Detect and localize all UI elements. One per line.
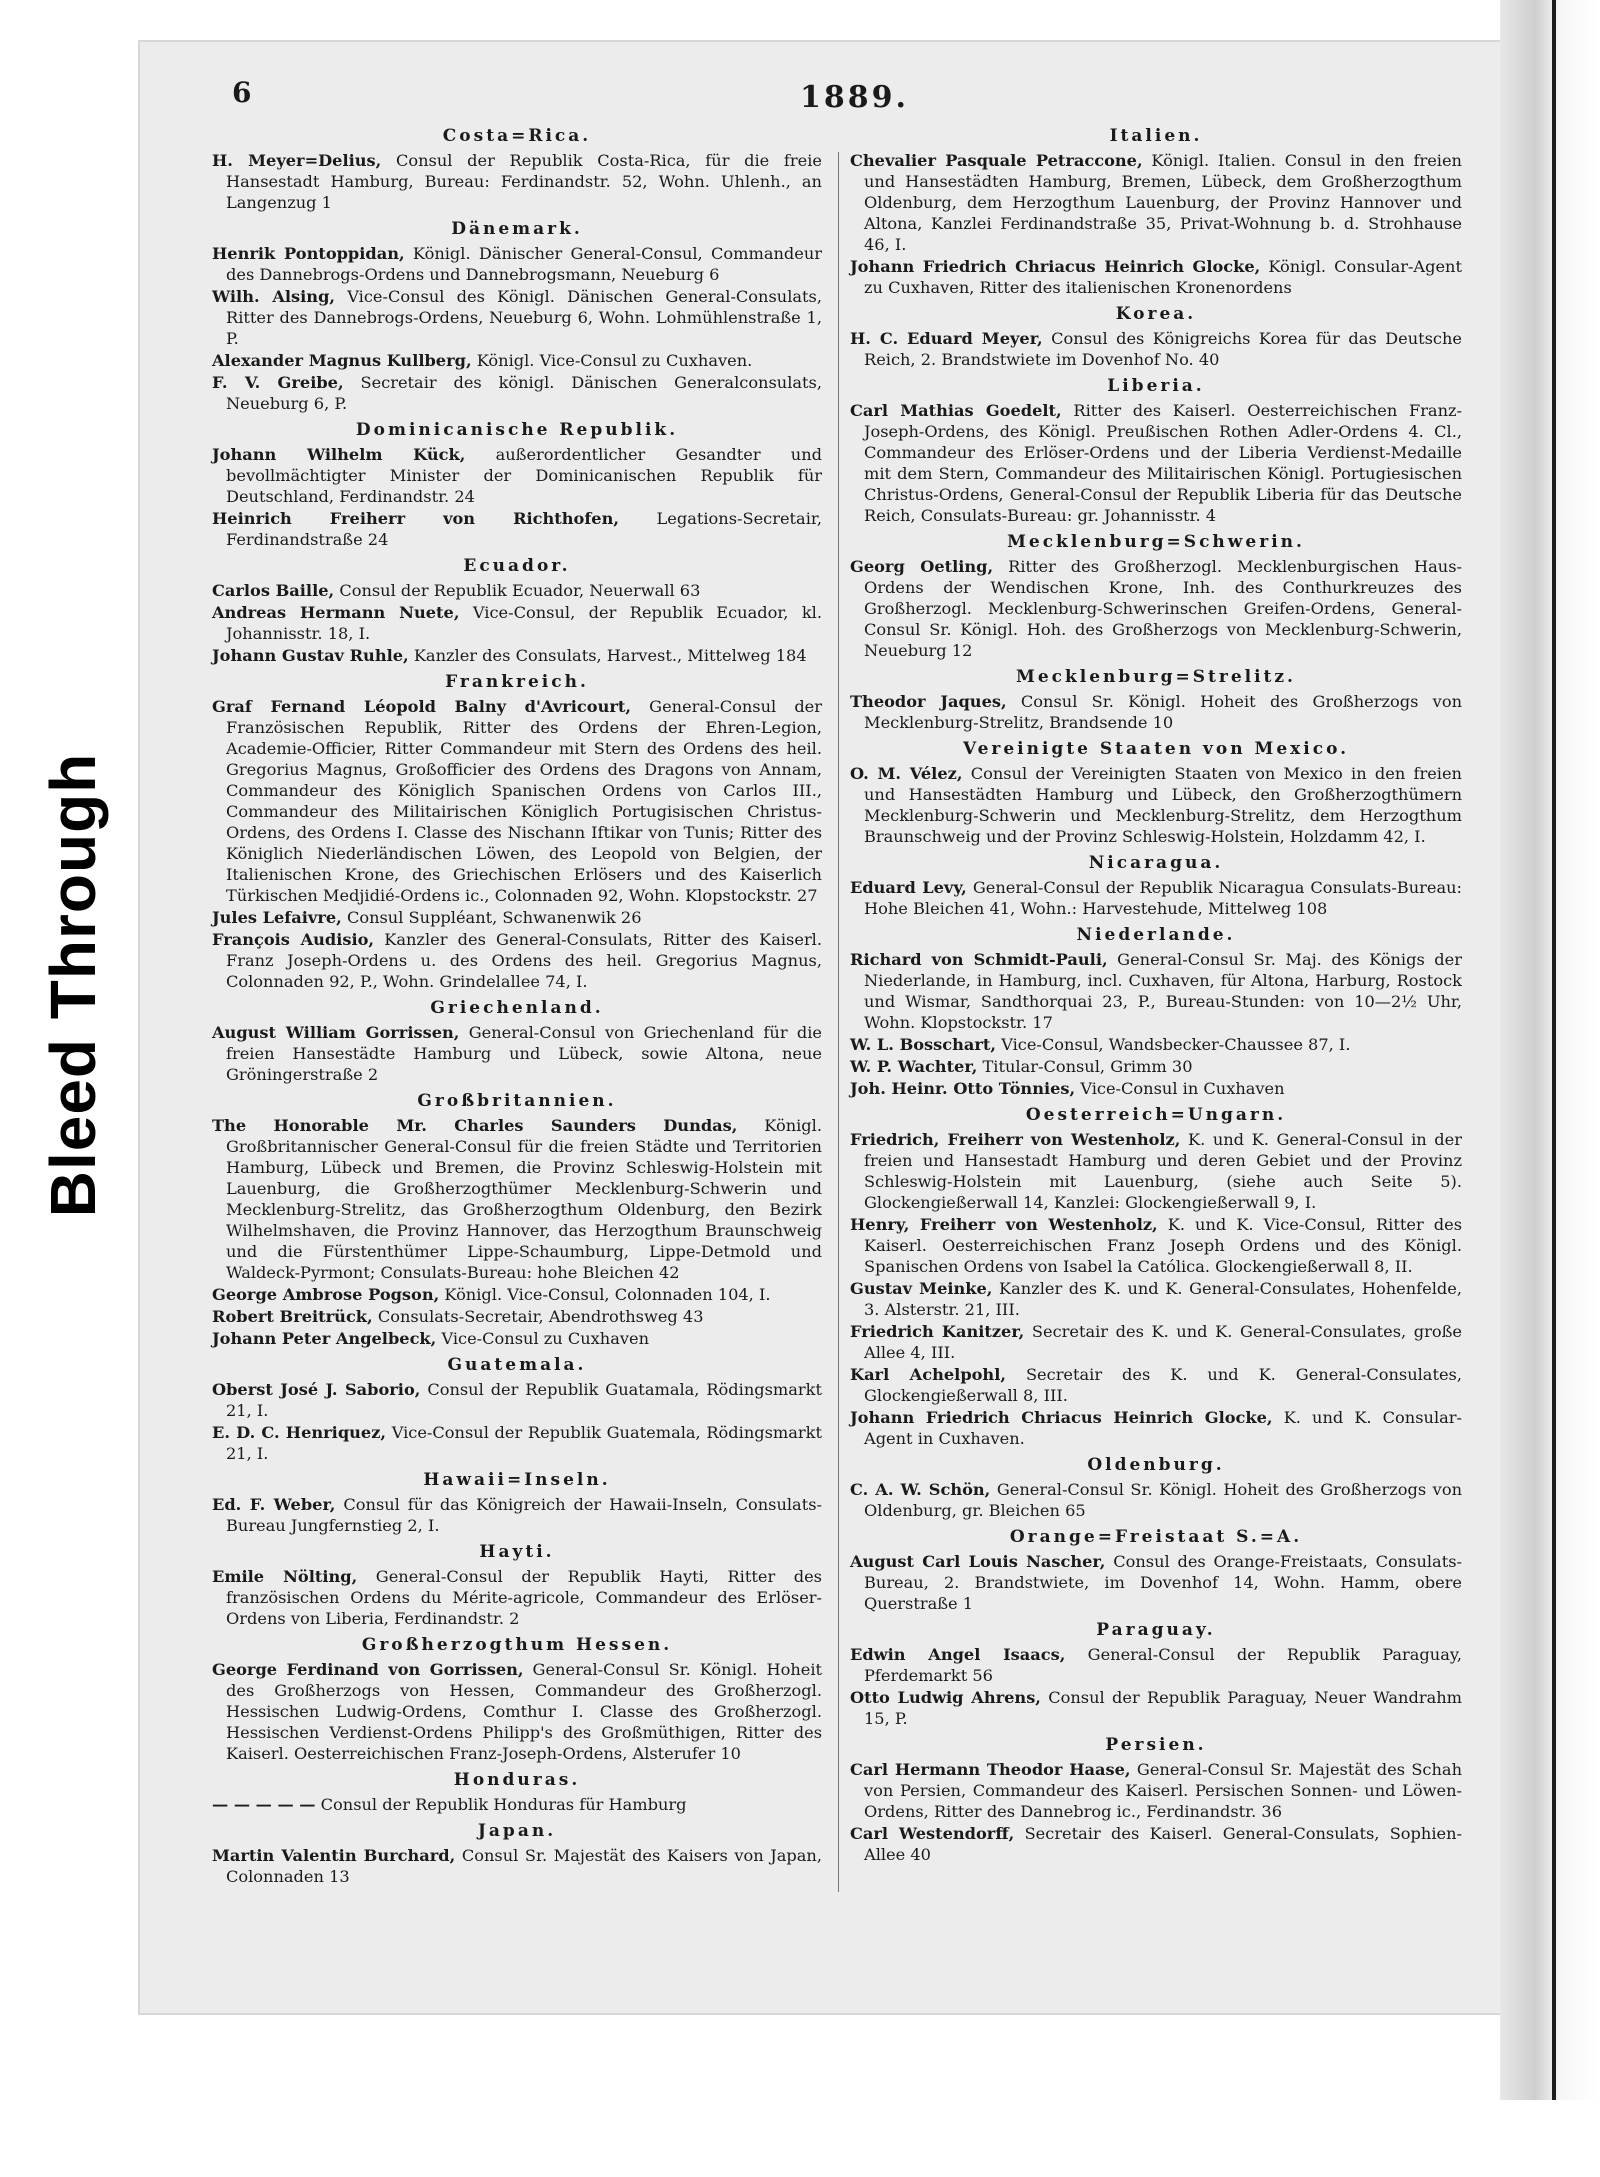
entry-text: General-Consul von Griechenland für die freien Hansestädte Hamburg und Lübeck, sowie Altona, neue Gröningerstraße 2 xyxy=(226,1023,822,1084)
section-heading: Paraguay. xyxy=(1096,1620,1216,1640)
adjacent-page-edge xyxy=(1500,0,1600,2100)
section-heading: Italien. xyxy=(1109,126,1203,146)
section-heading: Ecuador. xyxy=(463,556,571,576)
section-heading: Nicaragua. xyxy=(1088,853,1224,873)
entry-name: Carl Mathias Goedelt, xyxy=(850,401,1062,420)
entry-text: Secretair des Kaiserl. General-Consulats, Sophien-Allee 40 xyxy=(864,1824,1462,1864)
country-section xyxy=(212,1355,822,1464)
entry-name: Johann Wilhelm Kück, xyxy=(212,445,466,464)
country-section xyxy=(212,1470,822,1536)
section-heading: Großherzogthum Hessen. xyxy=(361,1635,673,1655)
page-year: 1889. xyxy=(800,80,909,115)
entry-text: General-Consul Sr. Maj. des Königs der Niederlande, in Hamburg, incl. Cuxhaven, für Altona, Harburg, Rostock und Wismar, Sandthorquai 23, P., Bureau-Stunden: von 10—2½ Uhr, Wohn. Klopstockstr. 17 xyxy=(864,950,1462,1032)
country-section xyxy=(850,376,1462,526)
consul-entry xyxy=(212,929,822,992)
entry-text: General-Consul der Französischen Republik, Ritter des Ordens der Ehren-Legion, Academie-Officier, Ritter Commandeur mit Stern des Ordens des heil. Gregorius Magnus, Großofficier des Ordens des Dragons von Annam, Commandeur des Königlich Spanischen Ordens von Carlos III., Commandeur des Militairischen Königlich Portugisischen Christus-Ordens, des Ordens I. Classe des Nischann Iftikar von Tunis; Ritter des Königlich Niederländischen Löwen, des Leopold von Belgien, der Italienischen Krone, des Griechischen Erlösers und des Kaiserlich Türkischen Medjidié-Ordens ic., Colonnaden 92, Wohn. Klopstockstr. 27 xyxy=(226,697,822,905)
entry-text: Consul der Republik Guatamala, Rödingsmarkt 21, I. xyxy=(226,1380,822,1420)
country-section xyxy=(850,1735,1462,1865)
entry-text: Consul Sr. Königl. Hoheit des Großherzogs von Mecklenburg-Strelitz, Brandsende 10 xyxy=(864,692,1462,732)
entry-text: Consulats-Secretair, Abendrothsweg 43 xyxy=(377,1307,704,1326)
entry-text: Vice-Consul, der Republik Ecuador, kl. Johannisstr. 18, I. xyxy=(226,603,822,643)
entry-text: General-Consul Sr. Majestät des Schah von Persien, Commandeur des Kaiserl. Persischen Sonnen- und Löwen-Ordens, Ritter des Dannebrog ic., Ferdinandstr. 36 xyxy=(864,1760,1462,1821)
consul-entry xyxy=(212,1494,822,1536)
entry-name: O. M. Vélez, xyxy=(850,764,963,783)
country-section xyxy=(212,420,822,550)
entry-name: The Honorable Mr. Charles Saunders Dundas, xyxy=(212,1116,738,1135)
consul-entry xyxy=(850,556,1462,661)
section-heading: Korea. xyxy=(1115,304,1197,324)
bleed-through-label-text: Bleed Through xyxy=(37,752,109,1218)
entry-text: General-Consul Sr. Königl. Hoheit des Großherzogs von Hessen, Commandeur des Großherzogl. Hessischen Ludwig-Ordens, Comthur I. Classe des Großherzogl. Hessischen Verdienst-Ordens Philipp's des Großmüthigen, Ritter des Kaiserl. Oesterreichischen Franz-Joseph-Ordens, Alsterufer 10 xyxy=(226,1660,823,1763)
consul-entry xyxy=(850,1551,1462,1614)
entry-text: Königl. Italien. Consul in den freien und Hansestädten Hamburg, Bremen, Lübeck, dem Großherzogthum Oldenburg, dem Herzogthum Lauenburg, der Provinz Hannover und Altona, Kanzlei Ferdinandstraße 35, Privat-Wohnung b. d. Strohhause 46, I. xyxy=(864,151,1462,254)
section-heading: Frankreich. xyxy=(445,672,589,692)
consul-entry xyxy=(212,907,822,928)
country-section xyxy=(212,1770,822,1815)
entry-text: Ritter des Kaiserl. Oesterreichischen Franz-Joseph-Ordens, des Königl. Preußischen Rothen Adler-Ordens 4. Cl., Commandeur des Erlöser-Ordens und der Liberia Verdienst-Medaille mit dem Stern, Commandeur des Militairischen Königl. Portugiesischen Christus-Ordens, General-Consul der Republik Liberia für das Deutsche Reich, Consulats-Bureau: gr. Johannisstr. 4 xyxy=(864,401,1463,525)
entry-name: August Carl Louis Nascher, xyxy=(850,1552,1106,1571)
consul-entry xyxy=(212,372,822,414)
entry-name: Wilh. Alsing, xyxy=(212,287,336,306)
consul-entry xyxy=(850,150,1462,255)
consul-entry xyxy=(850,1278,1462,1320)
consul-entry xyxy=(850,256,1462,298)
entry-name: August William Gorrissen, xyxy=(212,1023,460,1042)
consul-entry xyxy=(212,1115,822,1283)
entry-name: Martin Valentin Burchard, xyxy=(212,1846,456,1865)
country-section xyxy=(212,1542,822,1629)
consul-entry xyxy=(212,1306,822,1327)
entry-name: Otto Ludwig Ahrens, xyxy=(850,1688,1041,1707)
entry-name: Ed. F. Weber, xyxy=(212,1495,336,1514)
consul-entry xyxy=(212,1845,822,1887)
entry-text: Kanzler des K. und K. General-Consulates, Hohenfelde, 3. Alsterstr. 21, III. xyxy=(864,1279,1462,1319)
consul-entry xyxy=(212,243,822,285)
entry-text: Consul des Orange-Freistaats, Consulats-Bureau, 2. Brandstwiete, im Dovenhof 14, Wohn. Hamm, obere Querstraße 1 xyxy=(864,1552,1462,1613)
left-column xyxy=(212,120,822,1888)
consul-entry xyxy=(212,1379,822,1421)
entry-text: Consul der Republik Honduras für Hamburg xyxy=(320,1795,687,1814)
consul-entry xyxy=(212,645,822,666)
entry-name: H. C. Eduard Meyer, xyxy=(850,329,1043,348)
entry-name: Robert Breitrück, xyxy=(212,1307,373,1326)
section-heading: Hayti. xyxy=(479,1542,555,1562)
entry-name: Gustav Meinke, xyxy=(850,1279,993,1298)
consul-entry xyxy=(212,696,822,906)
entry-name: Richard von Schmidt-Pauli, xyxy=(850,950,1108,969)
consul-entry xyxy=(212,1022,822,1085)
entry-text: Consul Sr. Majestät des Kaisers von Japan, Colonnaden 13 xyxy=(226,1846,822,1886)
entry-name: Emile Nölting, xyxy=(212,1567,358,1586)
entry-text: Königl. Vice-Consul, Colonnaden 104, I. xyxy=(444,1285,771,1304)
consul-entry xyxy=(850,1644,1462,1686)
section-heading: Niederlande. xyxy=(1076,925,1236,945)
country-section xyxy=(212,1635,822,1764)
entry-name: Chevalier Pasquale Petraccone, xyxy=(850,151,1143,170)
section-heading: Hawaii=Inseln. xyxy=(423,1470,611,1490)
entry-name: François Audisio, xyxy=(212,930,375,949)
country-section xyxy=(212,556,822,666)
consul-entry xyxy=(212,602,822,644)
entry-text: Königl. Consular-Agent zu Cuxhaven, Ritter des italienischen Kronenordens xyxy=(864,257,1462,297)
entry-text: Vice-Consul der Republik Guatemala, Rödingsmarkt 21, I. xyxy=(226,1423,822,1463)
entry-text: Consul der Republik Costa-Rica, für die freie Hansestadt Hamburg, Bureau: Ferdinandstr. 52, Wohn. Uhlenh., an Langenzug 1 xyxy=(226,151,822,212)
section-heading: Griechenland. xyxy=(430,998,604,1018)
entry-text: Kanzler des General-Consulats, Ritter des Kaiserl. Franz Joseph-Ordens u. des Ordens des heil. Gregorius Magnus, Colonnaden 92, P., Wohn. Grindelallee 74, I. xyxy=(226,930,823,991)
entry-name: Johann Friedrich Chriacus Heinrich Glocke, xyxy=(850,257,1261,276)
bleed-through-label xyxy=(28,745,118,1225)
consul-entry xyxy=(212,150,822,213)
entry-text: Secretair des K. und K. General-Consulates, Glockengießerwall 8, III. xyxy=(864,1365,1462,1405)
consul-entry xyxy=(212,444,822,507)
page-number: 6 xyxy=(232,76,252,109)
entry-text: K. und K. General-Consul in der freien und Hansestadt Hamburg und deren Gebiet und der Provinz Schleswig-Holstein mit Lauenburg, (siehe auch Seite 5). Glockengießerwall 14, Kanzlei: Glockengießerwall 9, I. xyxy=(864,1130,1462,1212)
entry-text: Königl. Dänischer General-Consul, Commandeur des Dannebrogs-Ordens und Dannebrogsmann, Neueburg 6 xyxy=(226,244,823,284)
consul-entry xyxy=(850,1056,1462,1077)
entry-name: Karl Achelpohl, xyxy=(850,1365,1006,1384)
consul-entry xyxy=(850,328,1462,370)
entry-name: F. V. Greibe, xyxy=(212,373,344,392)
section-heading: Großbritannien. xyxy=(417,1091,617,1111)
section-heading: Mecklenburg=Strelitz. xyxy=(1016,667,1296,687)
section-heading: Oldenburg. xyxy=(1087,1455,1225,1475)
entry-text: Vice-Consul in Cuxhaven xyxy=(1080,1079,1285,1098)
consul-entry xyxy=(850,1479,1462,1521)
entry-name: Joh. Heinr. Otto Tönnies, xyxy=(850,1079,1076,1098)
entry-name: Carl Westendorff, xyxy=(850,1824,1015,1843)
entry-name: C. A. W. Schön, xyxy=(850,1480,991,1499)
section-heading: Vereinigte Staaten von Mexico. xyxy=(962,739,1350,759)
section-heading: Japan. xyxy=(477,1821,557,1841)
section-heading: Dänemark. xyxy=(451,219,583,239)
country-section xyxy=(850,853,1462,919)
entry-name: Andreas Hermann Nuete, xyxy=(212,603,460,622)
entry-text: K. und K. Vice-Consul, Ritter des Kaiserl. Oesterreichischen Franz Joseph Ordens und des Königl. Spanischen Ordens von Isabel la Católica. Glockengießerwall 8, II. xyxy=(864,1215,1462,1276)
consul-entry xyxy=(212,580,822,601)
country-section xyxy=(850,925,1462,1099)
consul-entry xyxy=(212,1328,822,1349)
entry-text: Ritter des Großherzogl. Mecklenburgischen Haus-Ordens der Wendischen Krone, Inh. des Conthurkreuzes des Großherzogl. Mecklenburg-Schwerinschen Greifen-Ordens, General-Consul Sr. Königl. Hoh. des Großherzogs von Mecklenburg-Schwerin, Neueburg 12 xyxy=(864,557,1462,660)
consul-entry xyxy=(850,1321,1462,1363)
country-section xyxy=(850,1455,1462,1521)
country-section xyxy=(212,1821,822,1887)
country-section xyxy=(850,126,1462,298)
section-heading: Honduras. xyxy=(453,1770,581,1790)
section-heading: Liberia. xyxy=(1107,376,1205,396)
consul-entry xyxy=(850,1759,1462,1822)
section-heading: Persien. xyxy=(1105,1735,1207,1755)
entry-text: außerordentlicher Gesandter und bevollmächtigter Minister der Dominicanischen Republik für Deutschland, Ferdinandstr. 24 xyxy=(226,445,822,506)
section-heading: Dominicanische Republik. xyxy=(355,420,679,440)
consul-entry xyxy=(850,949,1462,1033)
entry-name: H. Meyer=Delius, xyxy=(212,151,382,170)
entry-name: Johann Gustav Ruhle, xyxy=(212,646,409,665)
consul-entry xyxy=(212,1794,822,1815)
entry-text: Consul der Vereinigten Staaten von Mexico in den freien und Hansestädten Hamburg und Lübeck, den Großherzogthümern Mecklenburg-Schwerin und Mecklenburg-Strelitz, dem Herzogthum Braunschweig und der Provinz Schleswig-Holstein, Holzdamm 42, I. xyxy=(864,764,1462,846)
entry-text: Königl. Großbritannischer General-Consul für die freien Städte und Territorien Hamburg, Lübeck und Bremen, die Provinz Schleswig-Holstein mit Lauenburg, die Großherzogthümer Mecklenburg-Schwerin und Mecklenburg-Strelitz, das Großherzogthum Oldenburg, den Bezirk Wilhelmshaven, die Provinz Hannover, das Herzogthum Braunschweig und die Fürstenthümer Lippe-Schaumburg, Lippe-Detmold und Waldeck-Pyrmont; Consulats-Bureau: hohe Bleichen 42 xyxy=(226,1116,822,1282)
entry-name: Henry, Freiherr von Westenholz, xyxy=(850,1215,1158,1234)
entry-text: Secretair des K. und K. General-Consulates, große Allee 4, III. xyxy=(864,1322,1462,1362)
entry-text: General-Consul der Republik Nicaragua Consulats-Bureau: Hohe Bleichen 41, Wohn.: Harvestehude, Mittelweg 108 xyxy=(864,878,1462,918)
section-heading: Orange=Freistaat S.=A. xyxy=(1009,1527,1303,1547)
entry-text: Legations-Secretair, Ferdinandstraße 24 xyxy=(226,509,822,549)
consul-entry xyxy=(212,1422,822,1464)
consul-entry xyxy=(212,1659,822,1764)
consul-entry xyxy=(850,763,1462,847)
consul-entry xyxy=(850,877,1462,919)
entry-name: Henrik Pontoppidan, xyxy=(212,244,405,263)
entry-text: Consul der Republik Ecuador, Neuerwall 63 xyxy=(339,581,701,600)
consul-entry xyxy=(850,400,1462,526)
country-section xyxy=(212,126,822,213)
consul-entry xyxy=(850,1214,1462,1277)
entry-text: Vice-Consul des Königl. Dänischen General-Consulats, Ritter des Dannebrogs-Ordens, Neueburg 6, Wohn. Lohmühlenstraße 1, P. xyxy=(226,287,822,348)
entry-name: Friedrich Kanitzer, xyxy=(850,1322,1025,1341)
consul-entry xyxy=(850,1034,1462,1055)
entry-text: General-Consul Sr. Königl. Hoheit des Großherzogs von Oldenburg, gr. Bleichen 65 xyxy=(864,1480,1462,1520)
section-heading: Oesterreich=Ungarn. xyxy=(1025,1105,1287,1125)
entry-name: E. D. C. Henriquez, xyxy=(212,1423,387,1442)
country-section xyxy=(850,739,1462,847)
country-section xyxy=(212,1091,822,1349)
entry-name: Oberst José J. Saborio, xyxy=(212,1380,421,1399)
consul-entry xyxy=(850,691,1462,733)
consul-entry xyxy=(850,1364,1462,1406)
consul-entry xyxy=(850,1129,1462,1213)
entry-name: George Ferdinand von Gorrissen, xyxy=(212,1660,524,1679)
consul-entry xyxy=(850,1823,1462,1865)
entry-name: W. P. Wachter, xyxy=(850,1057,978,1076)
section-heading: Costa=Rica. xyxy=(442,126,592,146)
consul-entry xyxy=(212,508,822,550)
consul-entry xyxy=(212,286,822,349)
entry-text: Kanzler des Consulats, Harvest., Mittelweg 184 xyxy=(413,646,807,665)
consul-entry xyxy=(850,1078,1462,1099)
entry-name: W. L. Bosschart, xyxy=(850,1035,997,1054)
entry-name: Alexander Magnus Kullberg, xyxy=(212,351,472,370)
entry-text: K. und K. Consular-Agent in Cuxhaven. xyxy=(864,1408,1462,1448)
country-section xyxy=(850,1527,1462,1614)
consul-entry xyxy=(850,1407,1462,1449)
consul-entry xyxy=(212,1284,822,1305)
entry-name: Johann Friedrich Chriacus Heinrich Glocke, xyxy=(850,1408,1273,1427)
entry-name: Georg Oetling, xyxy=(850,557,994,576)
country-section xyxy=(212,998,822,1085)
entry-text: Vice-Consul zu Cuxhaven xyxy=(441,1329,650,1348)
entry-text: Consul Suppléant, Schwanenwik 26 xyxy=(346,908,642,927)
entry-name: Edwin Angel Isaacs, xyxy=(850,1645,1066,1664)
consul-entry xyxy=(212,1566,822,1629)
entry-text: Titular-Consul, Grimm 30 xyxy=(982,1057,1193,1076)
entry-text: Consul der Republik Paraguay, Neuer Wandrahm 15, P. xyxy=(864,1688,1462,1728)
entry-name: Friedrich, Freiherr von Westenholz, xyxy=(850,1130,1181,1149)
consul-entry xyxy=(850,1687,1462,1729)
entry-name: Johann Peter Angelbeck, xyxy=(212,1329,437,1348)
entry-name: Heinrich Freiherr von Richthofen, xyxy=(212,509,620,528)
entry-text: Consul des Königreichs Korea für das Deutsche Reich, 2. Brandstwiete im Dovenhof No. 40 xyxy=(864,329,1462,369)
entry-text: Vice-Consul, Wandsbecker-Chaussee 87, I. xyxy=(1001,1035,1351,1054)
entry-name: Jules Lefaivre, xyxy=(212,908,342,927)
section-heading: Mecklenburg=Schwerin. xyxy=(1007,532,1305,552)
entry-name: Graf Fernand Léopold Balny d'Avricourt, xyxy=(212,697,631,716)
entry-name: Eduard Levy, xyxy=(850,878,967,897)
entry-text: Secretair des königl. Dänischen Generalconsulats, Neueburg 6, P. xyxy=(226,373,823,413)
entry-name: George Ambrose Pogson, xyxy=(212,1285,440,1304)
entry-text: General-Consul der Republik Paraguay, Pferdemarkt 56 xyxy=(864,1645,1462,1685)
country-section xyxy=(850,1105,1462,1449)
column-divider xyxy=(838,152,839,1892)
country-section xyxy=(850,532,1462,661)
entry-name: Theodor Jaques, xyxy=(850,692,1007,711)
entry-text: Consul für das Königreich der Hawaii-Inseln, Consulats-Bureau Jungfernstieg 2, I. xyxy=(226,1495,822,1535)
section-heading: Guatemala. xyxy=(447,1355,587,1375)
right-column xyxy=(850,120,1462,1866)
country-section xyxy=(850,667,1462,733)
binding-line xyxy=(1552,0,1556,2100)
entry-text: Königl. Vice-Consul zu Cuxhaven. xyxy=(476,351,753,370)
entry-name: — — — — — xyxy=(212,1795,316,1814)
country-section xyxy=(212,672,822,992)
entry-name: Carl Hermann Theodor Haase, xyxy=(850,1760,1131,1779)
consul-entry xyxy=(212,350,822,371)
country-section xyxy=(212,219,822,414)
entry-name: Carlos Baille, xyxy=(212,581,335,600)
country-section xyxy=(850,304,1462,370)
entry-text: General-Consul der Republik Hayti, Ritter des französischen Ordens du Mérite-agricole, Commandeur des Erlöser-Ordens von Liberia, Ferdinandstr. 2 xyxy=(226,1567,822,1628)
country-section xyxy=(850,1620,1462,1729)
